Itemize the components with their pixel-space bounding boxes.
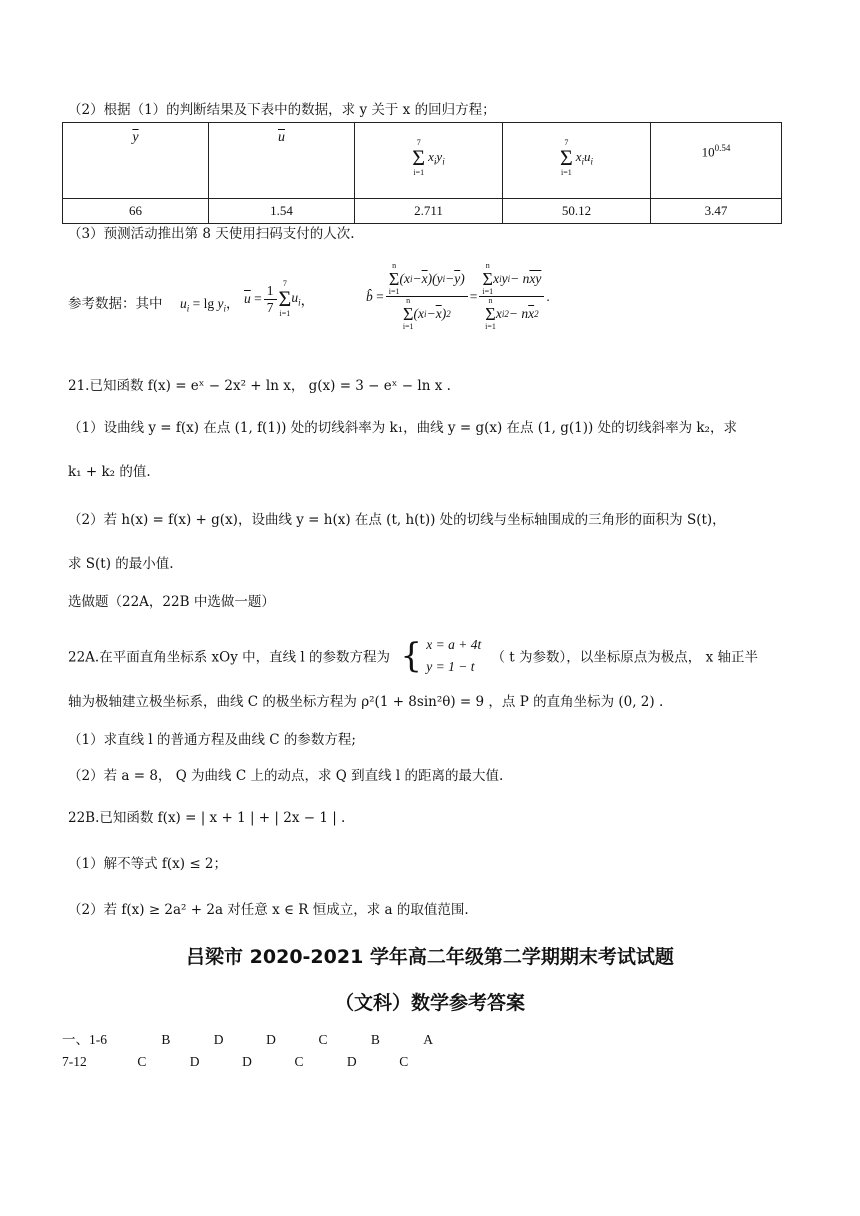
answer-row-1: [62, 1028, 472, 1048]
q22b-part1: （1）解不等式 f(x) ≤ 2；: [68, 856, 228, 872]
answer-item: A: [423, 1032, 433, 1047]
q22a-stem-line2: 轴为极轴建立极坐标系，曲线 C 的极坐标方程为 ρ²(1 + 8sin²θ) = 9 ，点 P 的直角坐标为 (0, 2) .: [68, 694, 664, 710]
q21-part2-line2: 求 S(t) 的最小值.: [68, 556, 174, 572]
q22a-part1: （1）求直线 l 的普通方程及曲线 C 的参数方程;: [68, 732, 356, 748]
param-equation-system: { x = a + 4t y = 1 − t: [400, 636, 482, 676]
q22a-stem-a: 22A.在平面直角坐标系 xOy 中，直线 l 的参数方程为: [68, 649, 391, 666]
q21-part1-line2: k₁ + k₂ 的值.: [68, 464, 151, 480]
optional-questions-note: 选做题（22A，22B 中选做一题）: [68, 594, 275, 610]
answer-item: B: [370, 1032, 380, 1047]
q20-part2: （2）根据（1）的判断结果及下表中的数据，求 y 关于 x 的回归方程；: [68, 102, 496, 118]
q21-stem: 21.已知函数 f(x) = eˣ − 2x² + ln x， g(x) = 3 − eˣ − ln x .: [68, 378, 451, 394]
param-equation-y: y = 1 − t: [426, 659, 475, 674]
answer-item: C: [399, 1054, 409, 1069]
table-cell: 50.12: [503, 199, 651, 224]
answer-item: B: [161, 1032, 171, 1047]
table-cell: 1.54: [209, 199, 355, 224]
answer-item: D: [189, 1054, 200, 1069]
q22a-stem-line1: [68, 636, 758, 680]
header-sum-xu: 7 Σ i=1 $x_iu_i$: [503, 123, 651, 199]
answer-item: D: [346, 1054, 357, 1069]
answer-item: D: [242, 1054, 252, 1069]
answer-subtitle: （文科）数学参考答案: [334, 992, 525, 1014]
data-table: [62, 122, 782, 224]
answer-item: C: [318, 1032, 328, 1047]
q22a-stem-b: （ t 为参数），以坐标原点为极点， x 轴正半: [491, 649, 758, 666]
table-cell: 66: [63, 199, 209, 224]
header-power: $10^{0.54}$: [651, 123, 782, 199]
answer-row-label: 7-12: [62, 1054, 87, 1069]
table-cell: 3.47: [651, 199, 782, 224]
reference-label: 参考数据：其中: [68, 296, 163, 312]
answer-title: 吕梁市 2020-2021 学年高二年级第二学期期末考试试题: [186, 946, 674, 968]
answer-item: C: [137, 1054, 147, 1069]
q22b-stem: 22B.已知函数 f(x) = | x + 1 | + | 2x − 1 | .: [68, 810, 346, 826]
q21-part2-line1: （2）若 h(x) = f(x) + g(x)，设曲线 y = h(x) 在点 (t, h(t)) 处的切线与坐标轴围成的三角形的面积为 S(t)，: [68, 512, 726, 528]
answer-row-2: [62, 1054, 448, 1070]
param-equation-x: x = a + 4t: [426, 637, 482, 652]
q20-part3: （3）预测活动推出第 8 天使用扫码支付的人次.: [68, 226, 355, 242]
q22a-part2: （2）若 a = 8， Q 为曲线 C 上的动点，求 Q 到直线 l 的距离的最大值.: [68, 768, 504, 784]
reference-data: 参考数据：其中 $u_i = \lg y_i$， $\overline{u}$ = $\frac{1}{7}$ 7 Σ i=1 $u_i$ ， b̂ = n Σ i=1 (x i − $\overline{x}$ )(y i − $\overline{y}$ ) n Σ i=1 (x i − $\overline{x}$ ) 2 = n Σ i=1 x i y i − n $\overline{xy}$ n Σ i=1 x i 2 − n $\overline{x}$ 2 .: [68, 261, 550, 331]
header-y-bar: $\overline{y}$: [63, 123, 209, 199]
q21-part1-line1: （1）设曲线 y = f(x) 在点 (1, f(1)) 处的切线斜率为 k₁，曲线 y = g(x) 在点 (1, g(1)) 处的切线斜率为 k₂，求: [68, 420, 737, 436]
table-cell: 2.711: [355, 199, 503, 224]
header-sum-xy: 7 Σ i=1 $x_iy_i$: [355, 123, 503, 199]
q22b-part2: （2）若 f(x) ≥ 2a² + 2a 对任意 x ∈ R 恒成立，求 a 的取值范围.: [68, 902, 469, 918]
table-value-row: [63, 199, 782, 224]
header-u-bar: $\overline{u}$: [209, 123, 355, 199]
answer-item: D: [266, 1032, 276, 1047]
answer-row-label: 一、1-6: [62, 1032, 107, 1047]
table-header-row: [63, 123, 782, 199]
answer-item: D: [213, 1032, 224, 1047]
answer-item: C: [294, 1054, 304, 1069]
